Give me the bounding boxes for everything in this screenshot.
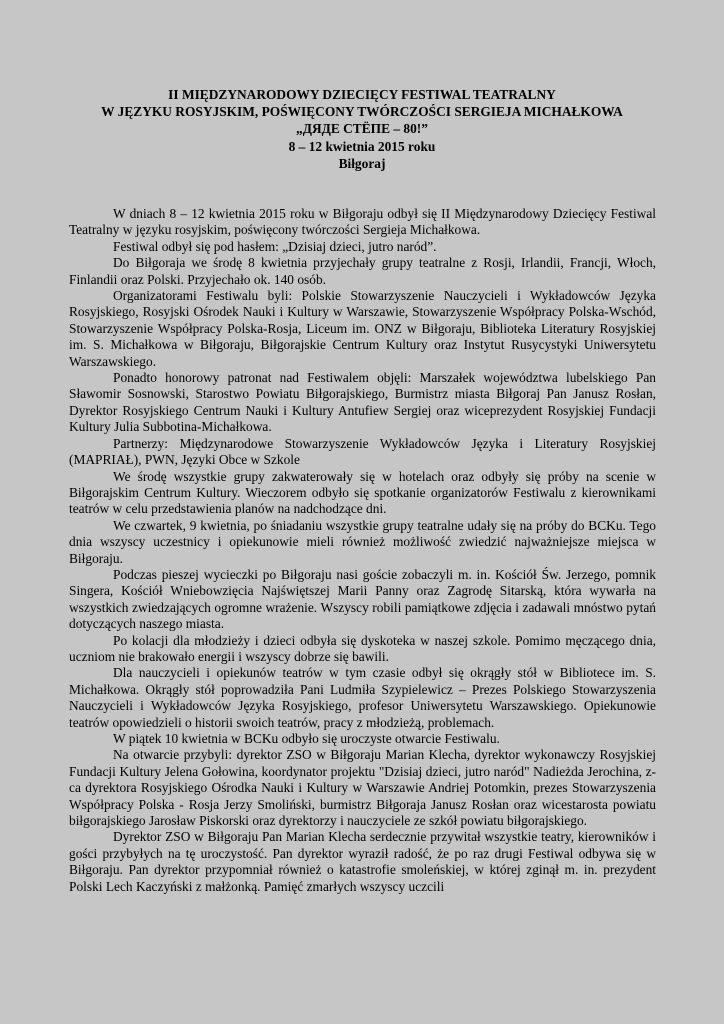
- paragraph: Dyrektor ZSO w Biłgoraju Pan Marian Klecha serdecznie przywitał wszystkie teatry, kierowników i gości przybyłych na tę uroczystość. Pan dyrektor wyraził radość, że po raz drugi Festiwal odbywa się w Biłgoraju. Pan dyrektor przypomniał również o katastrofie smoleńskiej, w której zginął m. in. prezydent Polski Lech Kaczyński z małżonką. Pamięć zmarłych wszyscy uczcili: [69, 829, 656, 894]
- document-body: [69, 206, 656, 895]
- paragraph: Po kolacji dla młodzieży i dzieci odbyła się dyskoteka w naszej szkole. Pomimo męczącego dnia, uczniom nie brakowało energii i wszyscy dobrze się bawili.: [69, 632, 656, 664]
- paragraph: We środę wszystkie grupy zakwaterowały się w hotelach oraz odbyły się próby na scenie w Biłgorajskim Centrum Kultury. Wieczorem odbyło się spotkanie organizatorów Festiwalu z kierownikami teatrów w celu przedstawienia planów na nadchodzące dni.: [69, 468, 656, 517]
- paragraph: We czwartek, 9 kwietnia, po śniadaniu wszystkie grupy teatralne udały się na próby do BCKu. Tego dnia wszyscy uczestnicy i opiekunowie mieli również możliwość zwiedzić najważniejsze miejsca w Biłgoraju.: [69, 517, 656, 566]
- paragraph: Na otwarcie przybyli: dyrektor ZSO w Biłgoraju Marian Klecha, dyrektor wykonawczy Rosyjskiej Fundacji Kultury Jelena Gołowina, koordynator projektu "Dzisiaj dzieci, jutro naród" Nadieżda Jerochina, z-ca dyrektora Rosyjskiego Ośrodka Nauki i Kultury w Warszawie Andriej Potomkin, prezes Stowarzyszenia Współpracy Polska - Rosja Jerzy Smoliński, burmistrz Biłgoraja Janusz Rosłan oraz wicestarosta powiatu biłgorajskiego Jarosław Piskorski oraz dyrektorzy i nauczyciele ze szkół powiatu biłgorajskiego.: [69, 747, 656, 829]
- paragraph: W piątek 10 kwietnia w BCKu odbyło się uroczyste otwarcie Festiwalu.: [113, 731, 500, 746]
- paragraph: W dniach 8 – 12 kwietnia 2015 roku w Biłgoraju odbył się II Międzynarodowy Dziecięcy Festiwal Teatralny w języku rosyjskim, poświęcony twórczości Sergieja Michałkowa.: [69, 206, 656, 238]
- title-line-language: W JĘZYKU ROSYJSKIM, POŚWIĘCONY TWÓRCZOŚCI SERGIEJA MICHAŁKOWA: [101, 104, 623, 120]
- paragraph: Organizatorami Festiwalu byli: Polskie Stowarzyszenie Nauczycieli i Wykładowców Języka Rosyjskiego, Rosyjski Ośrodek Nauki i Kultury w Warszawie, Stowarzyszenie Współpracy Polska-Wschód, Stowarzyszenie Współpracy Polska-Rosja, Liceum im. ONZ w Biłgoraju, Biblioteka Literatury Rosyjskiej im. S. Michałkowa w Biłgoraju, Biłgorajskie Centrum Kultury oraz Instytut Rusycystyki Uniwersytetu Warszawskiego.: [69, 288, 656, 369]
- paragraph: Podczas pieszej wycieczki po Biłgoraju nasi goście zobaczyli m. in. Kościół Św. Jerzego, pomnik Singera, Kościół Wniebowzięcia Najświętszej Marii Panny oraz Zagrodę Sitarską, która wywarła na wszystkich zwiedzających ogromne wrażenie. Wszyscy robili pamiątkowe zdjęcia i zadawali mnóstwo pytań dotyczących naszego miasta.: [69, 566, 656, 632]
- title-line-festival: II MIĘDZYNARODOWY DZIECIĘCY FESTIWAL TEATRALNY: [168, 87, 556, 102]
- paragraph: Festiwal odbył się pod hasłem: „Dzisiaj dzieci, jutro naród”.: [113, 238, 437, 254]
- paragraph: Ponadto honorowy patronat nad Festiwalem objęli: Marszałek województwa lubelskiego Pan Sławomir Sosnowski, Starostwo Powiatu Biłgorajskiego, Burmistrz miasta Biłgoraj Pan Janusz Rosłan, Dyrektor Rosyjskiego Centrum Nauki i Kultury Antufiew Sergiej oraz wiceprezydent Rosyjskiej Fundacji Kultury Julia Subbotina-Michałkowa.: [69, 370, 656, 435]
- title-line-dates: 8 – 12 kwietnia 2015 roku: [288, 138, 436, 154]
- paragraph: Do Biłgoraja we środę 8 kwietnia przyjechały grupy teatralne z Rosji, Irlandii, Francji, Włoch, Finlandii oraz Polski. Przyjechało ok. 140 osób.: [69, 255, 656, 287]
- paragraph: Partnerzy: Międzynarodowe Stowarzyszenie Wykładowców Języka i Literatury Rosyjskiej (MAPRIAŁ), PWN, Języki Obce w Szkole: [69, 435, 656, 468]
- title-line-motto: „ДЯДЕ СТЁПЕ – 80!”: [296, 121, 428, 137]
- title-line-place: Biłgoraj: [338, 155, 386, 171]
- document-title: [60, 86, 664, 172]
- paragraph: Dla nauczycieli i opiekunów teatrów w tym czasie odbył się okrągły stół w Bibliotece im. S. Michałkowa. Okrągły stół poprowadziła Pani Ludmiła Szypielewicz – Prezes Polskiego Stowarzyszenia Nauczycieli i Wykładowców Języka Rosyjskiego, profesor Uniwersytetu Warszawskiego. Opiekunowie teatrów opowiedzieli o historii swoich teatrów, pracy z młodzieżą, problemach.: [69, 665, 656, 730]
